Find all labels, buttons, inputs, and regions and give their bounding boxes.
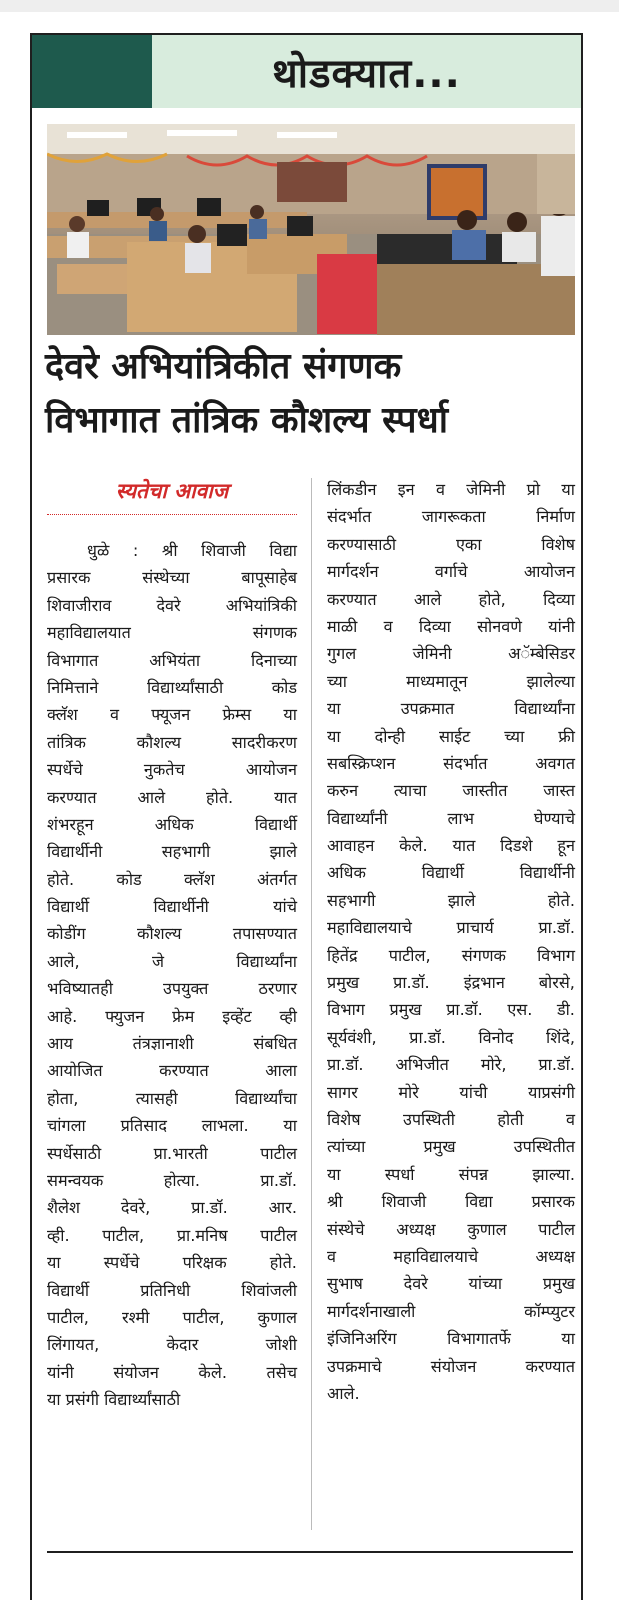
article-line: व्ही. पाटील, प्रा.मनिष पाटील: [47, 1225, 297, 1245]
article-line: सहभागी झाले होते.: [327, 890, 575, 910]
header-title-box: [152, 35, 581, 108]
article-line: स्पर्धेसाठी प्रा.भारती पाटील: [47, 1143, 297, 1163]
article-line: आयोजित करण्यात आला: [47, 1061, 297, 1081]
article-line: प्रसारक संस्थेच्या बापूसाहेब: [47, 568, 297, 588]
article-line: निमित्ताने विद्यार्थ्यांसाठी कोड: [47, 677, 297, 697]
article-line: या दोन्ही साईट च्या फ्री: [327, 726, 575, 746]
article-line: महाविद्यालयाचे प्राचार्य प्रा.डॉ.: [327, 918, 575, 938]
article-line: संदर्भात जागरूकता निर्माण: [327, 507, 575, 527]
article-line: आले.: [327, 1383, 360, 1403]
byline-divider: [47, 514, 297, 515]
headline-line-1: देवरे अभियांत्रिकीत संगणक: [45, 346, 402, 387]
article-line: विभाग प्रमुख प्रा.डॉ. एस. डी.: [327, 1000, 575, 1020]
article-line: शिवाजीराव देवरे अभियांत्रिकी: [47, 595, 297, 615]
article-line: समन्वयक होत्या. प्रा.डॉ.: [47, 1170, 297, 1190]
article-line: महाविद्यालयात संगणक: [47, 623, 297, 643]
article-line: आहे. फ्युजन फ्रेम इव्हेंट व्ही: [47, 1006, 297, 1026]
article-line: आवाहन केले. यात दिडशे हून: [327, 836, 575, 856]
article-line: विद्यार्थ्यांनी लाभ घेण्याचे: [327, 808, 575, 828]
column-divider: [311, 478, 312, 1530]
classroom-photo-illustration: [47, 124, 575, 335]
article-line: लिंकडीन इन व जेमिनी प्रो या: [327, 480, 575, 499]
article-line: च्या माध्यमातून झालेल्या: [327, 671, 575, 691]
article-line: अधिक विद्यार्थी विद्यार्थीनी: [327, 863, 575, 883]
article-line: होता, त्यासही विद्यार्थ्यांचा: [47, 1088, 297, 1108]
bottom-rule: [47, 1551, 573, 1553]
article-line: प्रा.डॉ. अभिजीत मोरे, प्रा.डॉ.: [327, 1055, 575, 1075]
article-line: भविष्यातही उपयुक्त ठरणार: [47, 979, 297, 999]
article-line: त्यांच्या प्रमुख उपस्थितीत: [327, 1137, 575, 1157]
article-line: होते. कोड क्लॅश अंतर्गत: [47, 869, 297, 889]
article-line: विभागात अभियंता दिनाच्या: [47, 650, 297, 670]
article-line: करुन त्याचा जास्तीत जास्त: [327, 781, 575, 801]
article-headline: [45, 340, 575, 448]
article-line: तांत्रिक कौशल्य सादरीकरण: [47, 732, 297, 752]
article-line: गुगल जेमिनी अॅम्बेसिडर: [327, 644, 575, 664]
article-line: लिंगायत, केदार जोशी: [47, 1335, 297, 1355]
article-line: सुभाष देवरे यांच्या प्रमुख: [327, 1274, 575, 1294]
article-line: क्लॅश व फ्यूजन फ्रेम्स या: [47, 705, 297, 725]
article-line: विशेष उपस्थिती होती व: [327, 1109, 575, 1129]
article-line: पाटील, रश्मी पाटील, कुणाल: [47, 1307, 297, 1327]
article-line: विद्यार्थी विद्यार्थीनी यांचे: [47, 897, 297, 917]
article-line: सूर्यवंशी, प्रा.डॉ. विनोद शिंदे,: [327, 1027, 575, 1047]
article-line: व महाविद्यालयाचे अध्यक्ष: [327, 1246, 575, 1266]
article-line: या स्पर्धा संपन्न झाल्या.: [327, 1164, 575, 1184]
article-line: सबस्क्रिप्शन संदर्भात अवगत: [327, 753, 575, 773]
article-column-left: [47, 537, 297, 1414]
article-line: श्री शिवाजी विद्या प्रसारक: [327, 1192, 575, 1212]
article-line: माळी व दिव्या सोनवणे यांनी: [327, 616, 575, 636]
article-line: आले, जे विद्यार्थ्यांना: [47, 951, 297, 971]
article-line: उपक्रमाचे संयोजन करण्यात: [327, 1356, 575, 1376]
article-line: इंजिनिअरिंग विभागातर्फे या: [327, 1329, 575, 1349]
article-line: आय तंत्रज्ञानाशी संबधित: [47, 1034, 297, 1054]
article-line: धुळे : श्री शिवाजी विद्या: [87, 541, 297, 560]
classroom-photo: [47, 124, 575, 335]
article-line: स्पर्धेचे नुकतेच आयोजन: [47, 760, 297, 780]
article-line: चांगला प्रतिसाद लाभला. या: [47, 1116, 297, 1136]
article-line: सागर मोरे यांची याप्रसंगी: [327, 1082, 575, 1102]
headline-line-2: विभागात तांत्रिक कौशल्य स्पर्धा: [45, 400, 449, 441]
article-line: प्रमुख प्रा.डॉ. इंद्रभान बोरसे,: [327, 973, 575, 993]
article-line: विद्यार्थी प्रतिनिधी शिवांजली: [47, 1280, 297, 1300]
article-line: करण्यात आले होते. यात: [47, 787, 297, 807]
top-strip: [0, 0, 619, 12]
article-line: या प्रसंगी विद्यार्थ्यांसाठी: [47, 1390, 181, 1410]
article-line: या स्पर्धेचे परिक्षक होते.: [47, 1253, 297, 1273]
article-line: मार्गदर्शनाखाली कॉम्प्युटर: [327, 1301, 575, 1321]
article-column-right: [327, 476, 575, 1407]
section-header: [32, 35, 581, 108]
article-line: मार्गदर्शन वर्गाचे आयोजन: [327, 562, 575, 582]
article-line: हितेंद्र पाटील, संगणक विभाग: [327, 945, 575, 965]
article-line: विद्यार्थीनी सहभागी झाले: [47, 842, 297, 862]
article-line: कोडींग कौशल्य तपासण्यात: [47, 924, 297, 944]
article-line: शैलेश देवरे, प्रा.डॉ. आर.: [47, 1198, 297, 1218]
article-line: यांनी संयोजन केले. तसेच: [47, 1362, 297, 1382]
article-line: शंभरहून अधिक विद्यार्थी: [47, 814, 297, 834]
byline: स्यतेचा आवाज: [115, 479, 229, 503]
article-line: या उपक्रमात विद्यार्थ्यांना: [327, 699, 575, 719]
header-accent-block: [32, 35, 152, 108]
article-line: संस्थेचे अध्यक्ष कुणाल पाटील: [327, 1219, 575, 1239]
article-line: करण्यात आले होते, दिव्या: [327, 589, 575, 609]
article-line: करण्यासाठी एका विशेष: [327, 534, 575, 554]
section-title: थोडक्यात...: [272, 51, 461, 97]
